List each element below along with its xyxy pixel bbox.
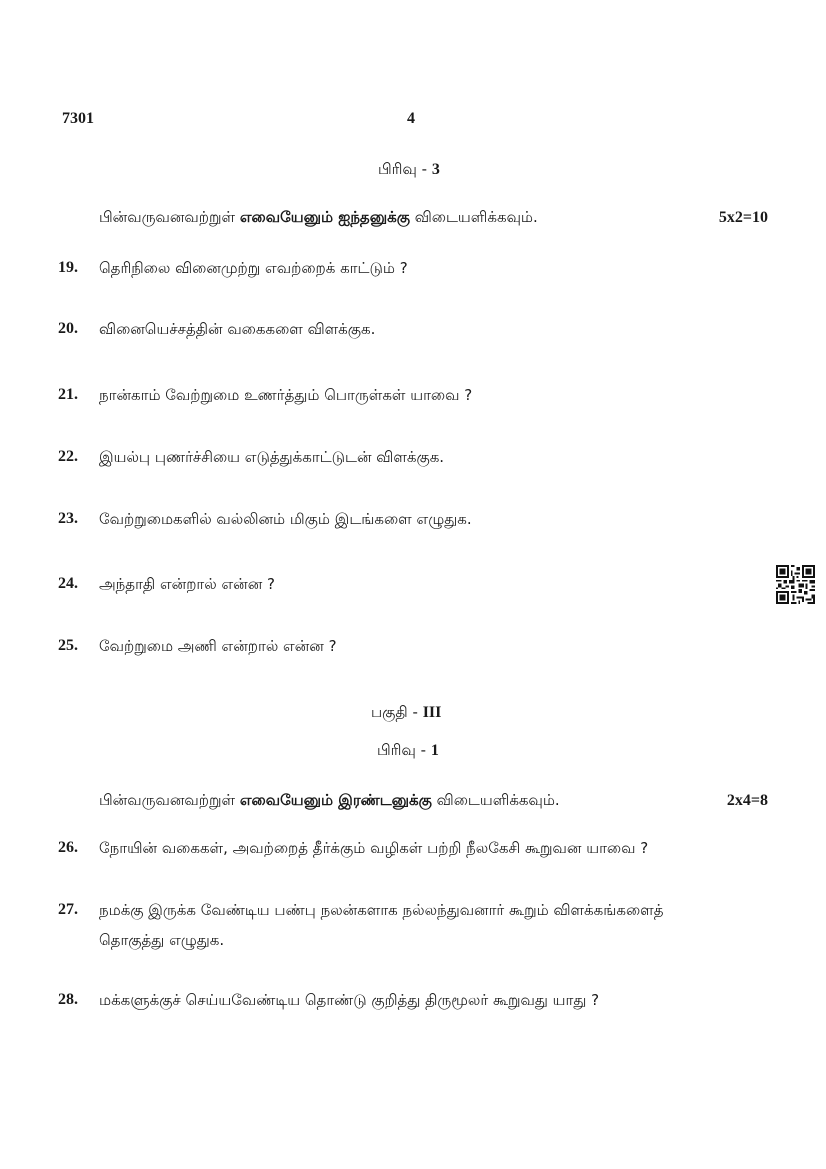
instruction — [99, 791, 560, 811]
question-text: நமக்கு இருக்க வேண்டிய பண்பு நலன்களாக நல்லந்துவனார் கூறும் விளக்கங்களைத் — [99, 901, 664, 919]
question-number: 28. — [58, 991, 78, 1008]
part-sep: - — [412, 703, 418, 721]
section-number: 1 — [430, 742, 439, 759]
question-text: மக்களுக்குச் செய்யவேண்டிய தொண்டு குறித்து திருமூலர் கூறுவது யாது ? — [99, 991, 600, 1009]
section-word: பிரிவு — [378, 160, 417, 178]
question-text: அந்தாதி என்றால் என்ன ? — [99, 575, 276, 593]
question-number: 21. — [58, 386, 78, 403]
question-text: வேற்றுமை அணி என்றால் என்ன ? — [99, 637, 337, 655]
question-number: 26. — [58, 839, 78, 856]
section-heading — [377, 741, 439, 761]
question-number: 24. — [58, 575, 78, 592]
question-text: இயல்பு புணர்ச்சியை எடுத்துக்காட்டுடன் விளக்குக. — [99, 448, 445, 466]
instruction-pre: பின்வருவனவற்றுள் — [99, 208, 236, 226]
section-sep: - — [420, 741, 427, 759]
section-number: 3 — [431, 161, 440, 178]
part-number: III — [422, 704, 442, 721]
part-word: பகுதி — [371, 703, 408, 721]
marks-allocation: 5x2=10 — [718, 209, 768, 226]
question-number: 22. — [58, 448, 78, 465]
page-number: 4 — [407, 110, 415, 127]
question-number: 20. — [58, 320, 78, 337]
paper-code: 7301 — [62, 110, 94, 127]
question-text: வினையெச்சத்தின் வகைகளை விளக்குக. — [99, 320, 376, 338]
section-heading — [378, 160, 440, 180]
instruction-bold: எவையேனும் இரண்டனுக்கு — [239, 791, 432, 809]
question-text: வேற்றுமைகளில் வல்லினம் மிகும் இடங்களை எழுதுக. — [99, 510, 472, 528]
question-text: நான்காம் வேற்றுமை உணர்த்தும் பொருள்கள் யாவை ? — [99, 386, 473, 404]
part-heading — [371, 703, 441, 723]
instruction — [99, 208, 538, 228]
instruction-post: விடையளிக்கவும். — [436, 791, 560, 809]
section-word: பிரிவு — [377, 741, 416, 759]
qr-code-icon — [776, 565, 815, 604]
instruction-bold: எவையேனும் ஐந்தனுக்கு — [239, 208, 410, 226]
instruction-pre: பின்வருவனவற்றுள் — [99, 791, 236, 809]
question-text-continued: தொகுத்து எழுதுக. — [99, 931, 225, 949]
question-number: 25. — [58, 637, 78, 654]
question-number: 23. — [58, 510, 78, 527]
question-text: நோயின் வகைகள், அவற்றைத் தீர்க்கும் வழிகள் பற்றி நீலகேசி கூறுவன யாவை ? — [99, 839, 649, 857]
instruction-post: விடையளிக்கவும். — [414, 208, 538, 226]
question-number: 27. — [58, 901, 78, 918]
marks-allocation: 2x4=8 — [726, 792, 768, 809]
section-sep: - — [421, 160, 428, 178]
question-number: 19. — [58, 259, 78, 276]
question-text: தெரிநிலை வினைமுற்று எவற்றைக் காட்டும் ? — [99, 259, 408, 277]
